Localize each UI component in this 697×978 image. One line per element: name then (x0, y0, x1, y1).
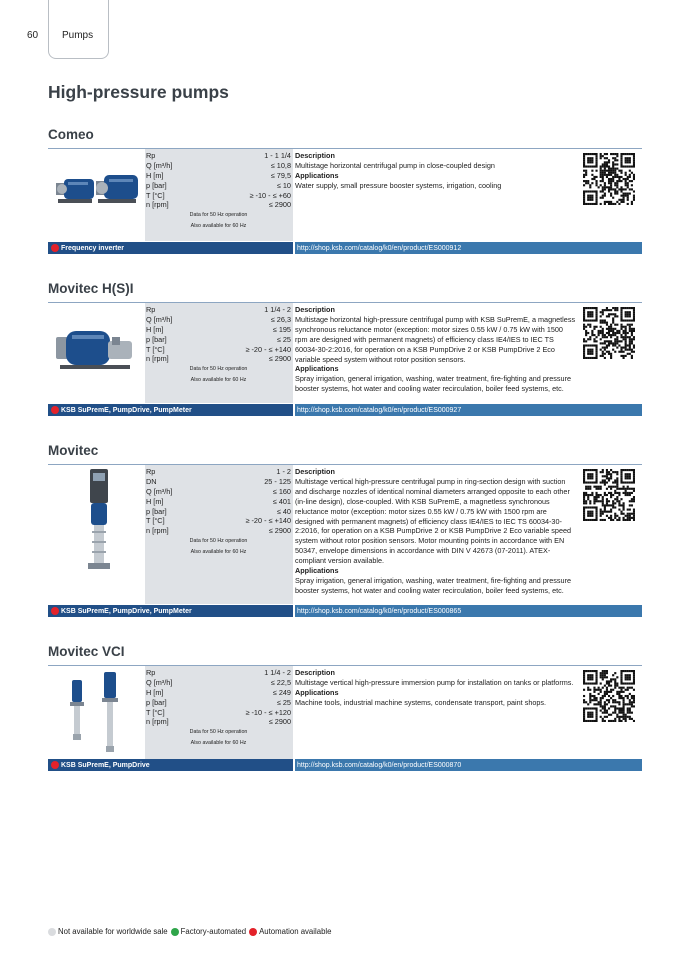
product-section-movitec (48, 443, 642, 618)
spec-note-50hz: Data for 50 Hz operation (189, 538, 248, 545)
spec-label: Rp (146, 151, 156, 160)
product-image (48, 666, 145, 760)
spec-row (146, 678, 291, 688)
spec-value: ≤ 10 (276, 180, 291, 190)
spec-label: n [rpm] (146, 717, 169, 727)
product-description (295, 465, 577, 596)
spec-value: ≤ 25 (276, 697, 291, 707)
spec-table (145, 303, 293, 403)
legend-label: Factory-automated (180, 927, 247, 936)
product-name: Movitec H(S)I (48, 281, 134, 296)
spec-value: ≤ 401 (272, 496, 291, 506)
spec-row (146, 345, 291, 355)
qr-code-icon[interactable] (583, 469, 635, 521)
grey-dot-icon (48, 928, 56, 936)
product-name: Movitec (48, 443, 99, 458)
description-heading: Description (295, 668, 335, 677)
spec-note-50hz: Data for 50 Hz operation (189, 366, 248, 373)
spec-label: p [bar] (146, 180, 167, 190)
product-section-comeo (48, 127, 642, 257)
spec-note-60hz: Also available for 60 Hz (190, 377, 247, 384)
spec-value: 1 1/4 - 2 (264, 668, 291, 677)
description-text: Multistage horizontal high-pressure centrifugal pump with KSB SuPremE, a magnetless synchronous reluctance motor (exception: motor sizes 0.55 kW / 0.75 kW with 1500 rpm are designed with permanent magnets) of efficiency class IE4/IES to IEC TS 60034-30-2:2016, for operation on a KSB PumpDrive 2 or KSB PumpDrive 2 Eco variable speed system without rotor position sensors. (295, 314, 576, 364)
legend (48, 927, 334, 936)
spec-note-50hz: Data for 50 Hz operation (189, 212, 248, 219)
spec-row (146, 315, 291, 325)
automation-available-dot (51, 406, 59, 414)
spec-label: Rp (146, 305, 156, 314)
spec-row (146, 305, 291, 315)
legend-item-factory-automated (171, 927, 246, 936)
product-section-movitec-hsi (48, 281, 642, 418)
spec-note-50hz: Data for 50 Hz operation (189, 729, 248, 736)
spec-label: Q [m³/h] (146, 314, 173, 324)
spec-row (146, 354, 291, 364)
applications-heading: Applications (295, 364, 339, 374)
spec-row (146, 698, 291, 708)
spec-row (146, 181, 291, 191)
description-heading: Description (295, 467, 335, 476)
spec-label: n [rpm] (146, 200, 169, 210)
spec-row (146, 335, 291, 345)
spec-table (145, 465, 293, 604)
spec-label: p [bar] (146, 334, 167, 344)
automation-available-dot (51, 244, 59, 252)
green-dot-icon (171, 928, 179, 936)
spec-value: ≥ -10 - ≤ +120 (245, 707, 291, 717)
product-section-movitec-vci (48, 644, 642, 772)
legend-item-automation-available (249, 927, 331, 936)
spec-label: H [m] (146, 687, 164, 697)
feature-label: KSB SuPremE, PumpDrive, PumpMeter (61, 406, 192, 414)
product-name: Comeo (48, 127, 94, 142)
spec-label: H [m] (146, 496, 164, 506)
feature-label: KSB SuPremE, PumpDrive (61, 761, 150, 769)
spec-value: 25 - 125 (264, 476, 291, 486)
spec-row (146, 668, 291, 678)
spec-value: ≤ 79,5 (270, 170, 291, 180)
automation-available-dot (51, 607, 59, 615)
spec-note-60hz: Also available for 60 Hz (190, 549, 247, 556)
spec-note-60hz: Also available for 60 Hz (190, 740, 247, 747)
product-image (48, 149, 145, 241)
spec-value: ≤ 160 (272, 486, 291, 496)
feature-label: KSB SuPremE, PumpDrive, PumpMeter (61, 607, 192, 615)
spec-label: p [bar] (146, 506, 167, 516)
spec-value: 1 1/4 - 2 (264, 305, 291, 314)
product-url-link[interactable]: http://shop.ksb.com/catalog/k0/en/product/ES000927 (295, 404, 642, 416)
spec-note-60hz: Also available for 60 Hz (190, 223, 247, 230)
spec-label: T [°C] (146, 190, 165, 200)
applications-heading: Applications (295, 566, 339, 576)
spec-row (146, 151, 291, 161)
spec-value: ≤ 26,3 (270, 314, 291, 324)
spec-value: ≤ 2900 (268, 526, 291, 536)
spec-row (146, 516, 291, 526)
spec-label: H [m] (146, 324, 164, 334)
spec-row (146, 487, 291, 497)
applications-heading: Applications (295, 687, 339, 697)
spec-label: n [rpm] (146, 526, 169, 536)
description-heading: Description (295, 151, 335, 160)
spec-value: ≤ 249 (272, 687, 291, 697)
spec-value: ≥ -10 - ≤ +60 (249, 190, 291, 200)
spec-row (146, 477, 291, 487)
spec-label: T [°C] (146, 707, 165, 717)
feature-label: Frequency inverter (61, 244, 125, 252)
section-tab[interactable] (48, 0, 109, 59)
spec-row (146, 708, 291, 718)
applications-text: Spray irrigation, general irrigation, washing, water treatment, fire-fighting and pressure booster systems, hot water and cooling water recirculation, boiler feed systems, etc. (295, 575, 572, 595)
spec-value: ≤ 10,8 (270, 160, 291, 170)
spec-value: ≤ 2900 (268, 717, 291, 727)
applications-heading: Applications (295, 170, 339, 180)
spec-label: Q [m³/h] (146, 677, 173, 687)
spec-label: DN (146, 476, 157, 486)
spec-label: Rp (146, 467, 156, 476)
spec-value: ≤ 195 (272, 324, 291, 334)
spec-label: T [°C] (146, 516, 165, 526)
spec-value: ≥ -20 - ≤ +140 (245, 516, 291, 526)
product-description (295, 149, 577, 191)
spec-row (146, 325, 291, 335)
spec-row (146, 161, 291, 171)
spec-label: Rp (146, 668, 156, 677)
qr-code-icon[interactable] (583, 307, 635, 359)
automation-available-dot (51, 761, 59, 769)
description-text: Multistage horizontal centrifugal pump in close-coupled design (295, 160, 495, 170)
spec-row (146, 717, 291, 727)
product-footer-bar (48, 605, 642, 617)
spec-label: Q [m³/h] (146, 486, 173, 496)
spec-label: T [°C] (146, 344, 165, 354)
spec-table (145, 149, 293, 241)
spec-row (146, 467, 291, 477)
legend-label: Automation available (259, 927, 332, 936)
spec-label: H [m] (146, 170, 164, 180)
applications-text: Machine tools, industrial machine systems, condensate transport, paint shops. (295, 697, 547, 707)
description-text: Multistage vertical high-pressure centrifugal pump in ring-section design with suction and discharge nozzles of identical nominal diameters arranged opposite to each other (in-line design), close-coupled. With KSB SuPremE, a magnetless synchronous reluctance motor (exception: motor sizes 0.55 kW / 0.75 kW with 1500 rpm are designed with permanent magnets) of efficiency class IE4/IES to IEC TS 60034-30-2:2016, for operation on a KSB PumpDrive 2 or KSB PumpDrive 2 Eco variable speed system without rotor position sensors. Motor mounting points in accordance with EN 50347, envelope dimensions in accordance with DIN V 42673 (07-2011). ATEX-compliant version available. (295, 476, 572, 566)
spec-label: p [bar] (146, 697, 167, 707)
spec-label: Q [m³/h] (146, 160, 173, 170)
spec-value: ≤ 40 (276, 506, 291, 516)
red-dot-icon (249, 928, 257, 936)
spec-row (146, 171, 291, 181)
product-description (295, 303, 577, 394)
description-text: Multistage vertical high-pressure immersion pump for installation on tanks or platforms. (295, 677, 574, 687)
product-url-link[interactable]: http://shop.ksb.com/catalog/k0/en/product/ES000865 (295, 605, 642, 617)
spec-row (146, 191, 291, 201)
spec-label: n [rpm] (146, 354, 169, 364)
spec-row (146, 526, 291, 536)
qr-code-icon[interactable] (583, 153, 635, 205)
product-footer-bar (48, 242, 642, 254)
spec-value: ≤ 2900 (268, 354, 291, 364)
spec-row (146, 507, 291, 517)
product-image (48, 303, 145, 403)
spec-table (145, 666, 293, 760)
page-number: 60 (27, 30, 39, 41)
product-footer-bar (48, 759, 642, 771)
product-description (295, 666, 577, 708)
legend-item-not-available (48, 927, 168, 936)
spec-row (146, 200, 291, 210)
spec-value: ≤ 2900 (268, 200, 291, 210)
product-url-link[interactable]: http://shop.ksb.com/catalog/k0/en/product/ES000870 (295, 759, 642, 771)
spec-value: ≤ 22,5 (270, 677, 291, 687)
spec-row (146, 688, 291, 698)
spec-value: ≤ 25 (276, 334, 291, 344)
applications-text: Spray irrigation, general irrigation, washing, water treatment, fire-fighting and pressure booster systems, hot water and cooling water recirculation, boiler feed systems, etc. (295, 374, 572, 394)
product-url-link[interactable]: http://shop.ksb.com/catalog/k0/en/product/ES000912 (295, 242, 642, 254)
section-tab-label: Pumps (62, 30, 94, 41)
product-footer-bar (48, 404, 642, 416)
spec-row (146, 497, 291, 507)
applications-text: Water supply, small pressure booster systems, irrigation, cooling (295, 180, 502, 190)
legend-label: Not available for worldwide sale (58, 927, 168, 936)
product-image (48, 465, 145, 604)
spec-value: 1 - 2 (276, 467, 291, 476)
spec-value: 1 - 1 1/4 (264, 151, 291, 160)
spec-value: ≥ -20 - ≤ +140 (245, 344, 291, 354)
description-heading: Description (295, 305, 335, 314)
qr-code-icon[interactable] (583, 670, 635, 722)
product-name: Movitec VCI (48, 644, 125, 659)
page-title: High-pressure pumps (48, 82, 229, 102)
